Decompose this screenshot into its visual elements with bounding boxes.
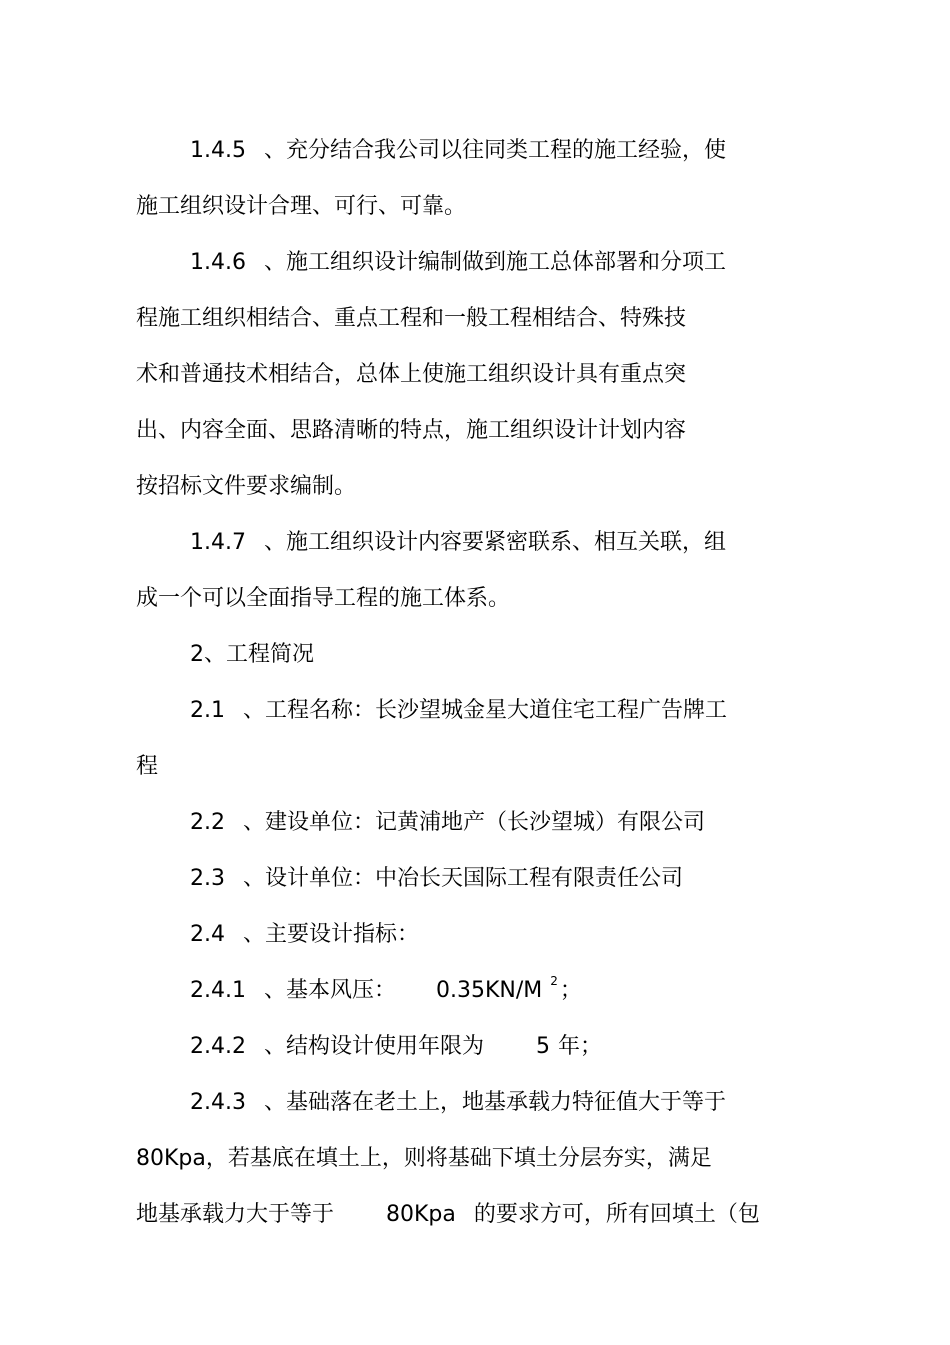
paragraph-2-4-3-line-1 bbox=[190, 1088, 726, 1118]
clause-number: 1.4.5 bbox=[190, 138, 246, 163]
line-text: 、基础落在老土上，地基承载力特征值大于等于 bbox=[263, 1090, 726, 1115]
paragraph-2-1-line-1 bbox=[190, 696, 727, 726]
paragraph-1-4-6-line-2 bbox=[136, 304, 686, 334]
heading-text: 2、工程简况 bbox=[190, 642, 314, 667]
line-text: 、施工组织设计内容要紧密联系、相互关联，组 bbox=[263, 530, 726, 555]
line-text: 、工程名称：长沙望城金星大道住宅工程广告牌工 bbox=[243, 698, 728, 723]
line-tail: ； bbox=[559, 978, 582, 1003]
paragraph-1-4-6-line-5 bbox=[136, 472, 356, 502]
clause-number: 2.2 bbox=[190, 810, 225, 835]
wind-pressure-value: 0.35KN/M bbox=[436, 978, 543, 1003]
clause-number: 2.1 bbox=[190, 698, 225, 723]
line-text: 成一个可以全面指导工程的施工体系。 bbox=[136, 586, 511, 611]
paragraph-2-2 bbox=[190, 808, 705, 838]
line-text: 按招标文件要求编制。 bbox=[136, 474, 357, 499]
line-text: 术和普通技术相结合，总体上使施工组织设计具有重点突 bbox=[136, 362, 687, 387]
line-text: 地基承载力大于等于 bbox=[136, 1202, 335, 1227]
line-text: 、建设单位：记黄浦地产（长沙望城）有限公司 bbox=[243, 810, 706, 835]
paragraph-2-3 bbox=[190, 864, 683, 894]
clause-number: 2.3 bbox=[190, 866, 225, 891]
line-text: 80Kpa，若基底在填土上，则将基础下填土分层夯实，满足 bbox=[136, 1146, 712, 1171]
line-text: 、主要设计指标： bbox=[243, 922, 420, 947]
line-text: 、结构设计使用年限为 bbox=[263, 1034, 484, 1059]
clause-number: 1.4.7 bbox=[190, 530, 246, 555]
line-text: 程施工组织相结合、重点工程和一般工程相结合、特殊技 bbox=[136, 306, 687, 331]
paragraph-1-4-6-line-3 bbox=[136, 360, 686, 390]
line-text: 出、内容全面、思路清晰的特点，施工组织设计计划内容 bbox=[136, 418, 687, 443]
paragraph-2-4-3-line-2 bbox=[136, 1144, 712, 1174]
line-text: 、设计单位：中冶长天国际工程有限责任公司 bbox=[243, 866, 684, 891]
line-text: 程 bbox=[136, 754, 159, 779]
service-life-value: 5 bbox=[536, 1034, 550, 1059]
line-text: 、基本风压： bbox=[263, 978, 396, 1003]
clause-number: 2.4.2 bbox=[190, 1034, 246, 1059]
clause-number: 2.4.1 bbox=[190, 978, 246, 1003]
clause-number: 2.4.3 bbox=[190, 1090, 246, 1115]
line-tail: 的要求方可，所有回填土（包 bbox=[473, 1202, 760, 1227]
clause-number: 1.4.6 bbox=[190, 250, 246, 275]
paragraph-2-4-3-line-3 bbox=[136, 1200, 760, 1230]
paragraph-1-4-7-line-1 bbox=[190, 528, 726, 558]
paragraph-1-4-7-line-2 bbox=[136, 584, 510, 614]
paragraph-2-4 bbox=[190, 920, 419, 950]
paragraph-2-4-1 bbox=[190, 976, 582, 1006]
line-text: 、充分结合我公司以往同类工程的施工经验，使 bbox=[263, 138, 726, 163]
paragraph-1-4-6-line-1 bbox=[190, 248, 726, 278]
line-text: 施工组织设计合理、可行、可靠。 bbox=[136, 194, 467, 219]
clause-number: 2.4 bbox=[190, 922, 225, 947]
paragraph-2-4-2 bbox=[190, 1032, 602, 1062]
line-text: 、施工组织设计编制做到施工总体部署和分项工 bbox=[263, 250, 726, 275]
line-tail: 年； bbox=[558, 1034, 603, 1059]
section-heading-2 bbox=[190, 640, 314, 670]
bearing-capacity-value: 80Kpa bbox=[386, 1202, 456, 1227]
paragraph-1-4-5-line-1 bbox=[190, 136, 726, 166]
paragraph-1-4-6-line-4 bbox=[136, 416, 686, 446]
superscript: 2 bbox=[550, 974, 558, 988]
paragraph-1-4-5-line-2 bbox=[136, 192, 466, 222]
paragraph-2-1-line-2 bbox=[136, 752, 158, 782]
